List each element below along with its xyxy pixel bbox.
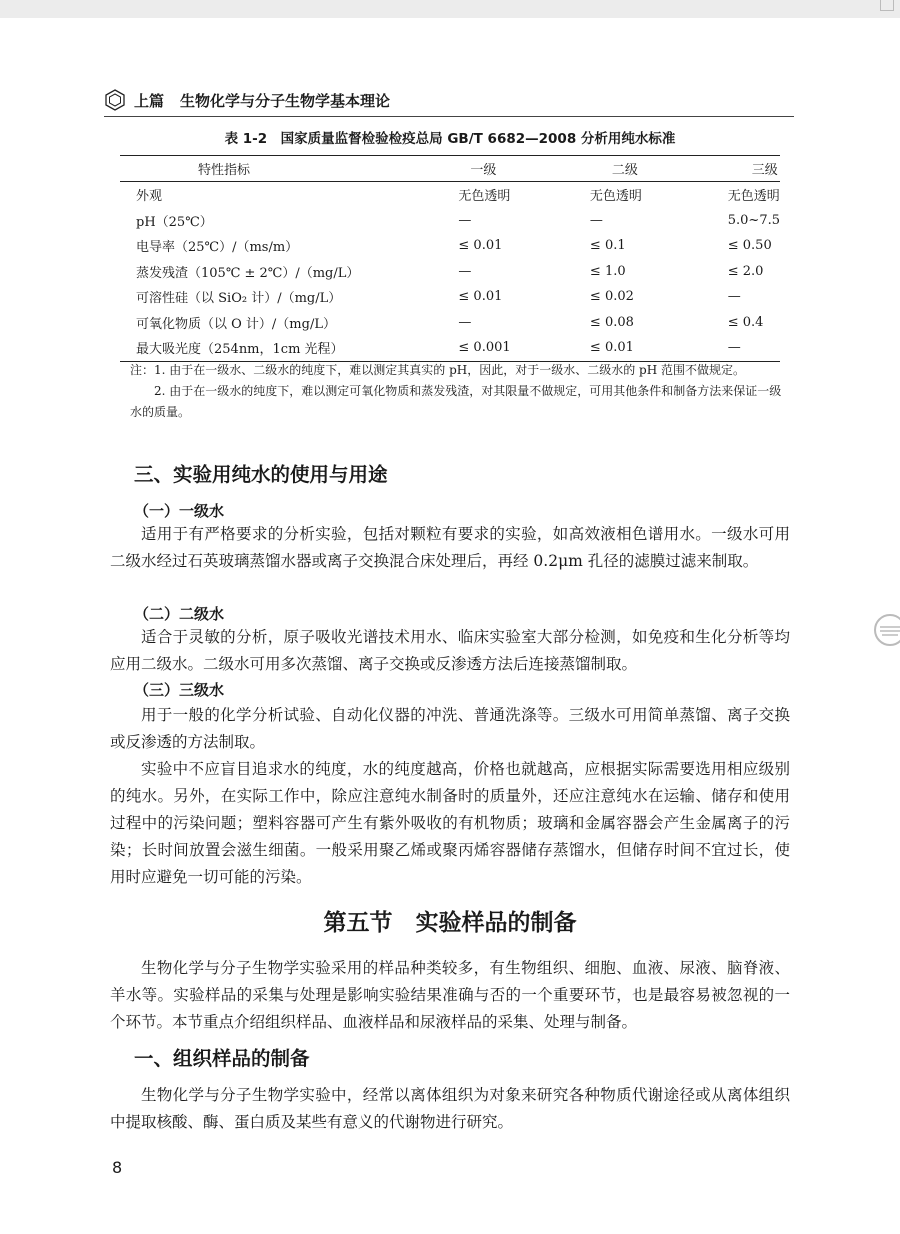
table-cell: 5.0~7.5 — [727, 212, 780, 228]
header-title: 生物化学与分子生物学基本理论 — [180, 91, 391, 110]
table-cell: — — [458, 263, 472, 279]
hexagon-icon — [104, 89, 126, 111]
table-note-2: 2. 由于在一级水的纯度下，难以测定可氧化物质和蒸发残渣，对其限量不做规定，可用其他条件和制备方法来保证一级水的质量。 — [130, 384, 782, 419]
paragraph-tissue-samples: 生物化学与分子生物学实验中，经常以离体组织为对象来研究各种物质代谢途径或从离体组织中提取核酸、酶、蛋白质及某些有意义的代谢物进行研究。 — [110, 1086, 790, 1131]
table-cell: ≤ 0.02 — [589, 289, 634, 305]
table-cell: ≤ 0.001 — [458, 340, 511, 356]
running-header — [104, 88, 794, 112]
table-row — [120, 310, 780, 336]
table-cell: 无色透明 — [727, 189, 780, 205]
table-cell: ≤ 0.01 — [458, 238, 503, 254]
table-cell: ≤ 0.1 — [589, 238, 626, 254]
table-cell: — — [458, 212, 472, 228]
table-cell: pH（25℃） — [136, 214, 213, 230]
table-row — [120, 335, 780, 361]
column-header: 二级 — [611, 163, 638, 178]
table-cell: 最大吸光度（254nm，1cm 光程） — [136, 342, 344, 358]
chapter-title: 第五节 实验样品的制备 — [323, 909, 577, 936]
table-row — [120, 182, 780, 208]
column-header: 三级 — [751, 163, 778, 178]
table-cell: ≤ 0.01 — [458, 289, 503, 305]
crop-mark — [880, 0, 894, 11]
paragraph-grade-1: 适用于有严格要求的分析实验，包括对颗粒有要求的实验，如高效液相色谱用水。一级水可用二级水经过石英玻璃蒸馏水器或离子交换混合床处理后，再经 0.2μm 孔径的滤膜过滤来制取。 — [110, 525, 790, 570]
table-cell: 外观 — [136, 189, 163, 205]
table-cell: ≤ 0.01 — [589, 340, 634, 356]
paragraph-chapter-intro: 生物化学与分子生物学实验采用的样品种类较多，有生物组织、细胞、血液、尿液、脑脊液、羊水等。实验样品的采集与处理是影响实验结果准确与否的一个重要环节，也是最容易被忽视的一个环节。本节重点介绍组织样品、血液样品和尿液样品的采集、处理与制备。 — [110, 959, 790, 1031]
page-number: 8 — [112, 1158, 123, 1177]
section-heading-pure-water-use: 三、实验用纯水的使用与用途 — [134, 463, 388, 486]
table-row — [120, 259, 780, 285]
table-notes — [130, 360, 790, 423]
table-cell: ≤ 0.4 — [727, 314, 764, 330]
table-cell: 蒸发残渣（105℃ ± 2℃）/（mg/L） — [136, 265, 360, 281]
table-cell: — — [727, 340, 741, 356]
table-cell: 电导率（25℃）/（ms/m） — [136, 240, 299, 256]
table-row — [120, 233, 780, 259]
table-row — [120, 208, 780, 234]
header-rule — [104, 116, 794, 117]
table-note-1: 注：1. 由于在一级水、二级水的纯度下，难以测定其真实的 pH，因此，对于一级水、二级水的 pH 范围不做规定。 — [130, 363, 746, 377]
subheading-grade-1: （一）一级水 — [134, 502, 225, 520]
table-cell: ≤ 0.08 — [589, 314, 634, 330]
subheading-grade-2: （二）二级水 — [134, 605, 225, 623]
table-caption: 表 1-2 国家质量监督检验检疫总局 GB/T 6682—2008 分析用纯水标准 — [224, 131, 676, 147]
publisher-logo-icon — [872, 612, 900, 648]
subheading-grade-3: （三）三级水 — [134, 681, 225, 699]
water-standard-table — [120, 155, 780, 362]
table-cell: — — [458, 314, 472, 330]
paragraph-grade-2: 适合于灵敏的分析，原子吸收光谱技术用水、临床实验室大部分检测，如免疫和生化分析等均应用二级水。二级水可用多次蒸馏、离子交换或反渗透方法后连接蒸馏制取。 — [110, 628, 790, 673]
table-cell: ≤ 1.0 — [589, 263, 626, 279]
table-cell: 可溶性硅（以 SiO₂ 计）/（mg/L） — [136, 291, 342, 307]
table-header-row — [120, 156, 780, 182]
section-heading-tissue-samples: 一、组织样品的制备 — [134, 1047, 310, 1070]
paragraph-general-notes: 实验中不应盲目追求水的纯度，水的纯度越高，价格也就越高，应根据实际需要选用相应级别的纯水。另外，在实际工作中，除应注意纯水制备时的质量外，还应注意纯水在运输、储存和使用过程中的污染问题；塑料容器可产生有紫外吸收的有机物质；玻璃和金属容器会产生金属离子的污染；长时间放置会滋生细菌。一般采用聚乙烯或聚丙烯容器储存蒸馏水，但储存时间不宜过长，使用时应避免一切可能的污染。 — [110, 760, 790, 886]
table-cell: — — [589, 212, 603, 228]
table-cell: ≤ 2.0 — [727, 263, 764, 279]
table-cell: 可氧化物质（以 O 计）/（mg/L） — [136, 316, 336, 332]
header-part: 上篇 — [134, 91, 165, 110]
column-header: 特性指标 — [198, 163, 251, 178]
table-cell: — — [727, 289, 741, 305]
scan-top-margin — [0, 0, 900, 18]
table-cell: 无色透明 — [589, 189, 642, 205]
paragraph-grade-3: 用于一般的化学分析试验、自动化仪器的冲洗、普通洗涤等。三级水可用简单蒸馏、离子交换或反渗透的方法制取。 — [110, 706, 790, 751]
column-header: 一级 — [470, 163, 497, 178]
table-cell: 无色透明 — [458, 189, 511, 205]
table-row — [120, 284, 780, 310]
table-cell: ≤ 0.50 — [727, 238, 772, 254]
